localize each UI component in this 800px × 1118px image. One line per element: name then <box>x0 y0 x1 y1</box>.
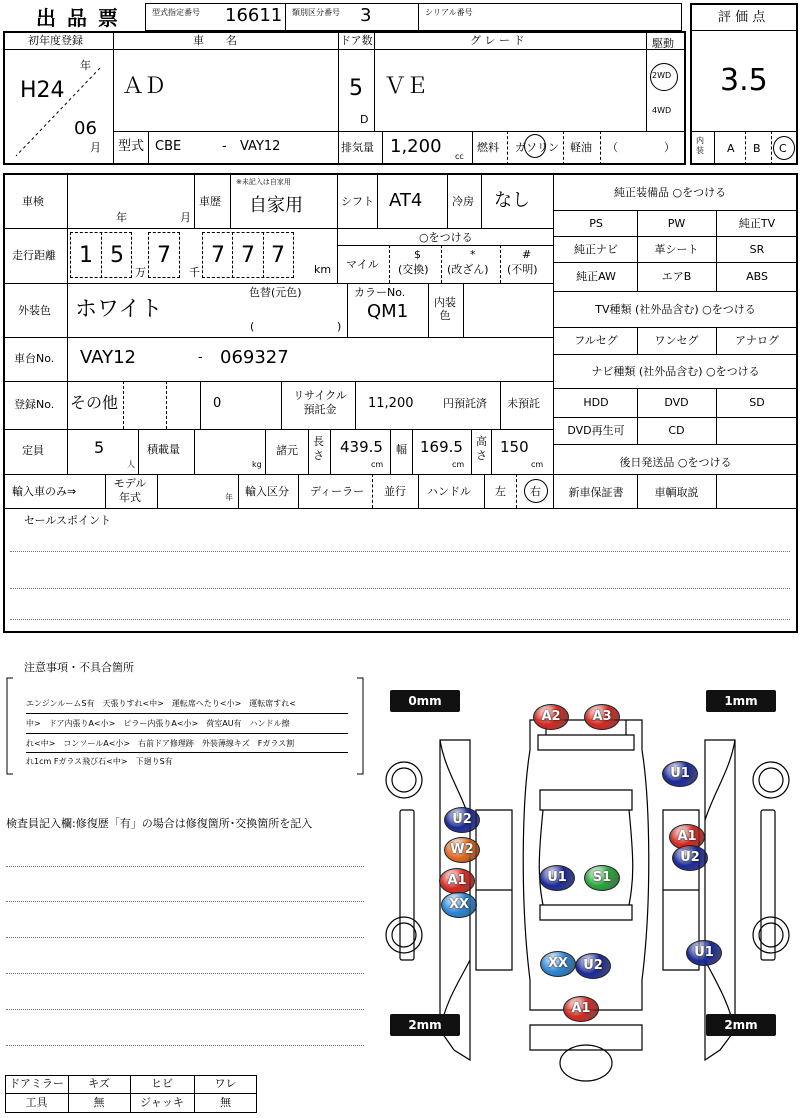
dims-label: 諸元 <box>276 444 298 457</box>
car-name-label: 車 名 <box>193 34 237 47</box>
damage-marker-u1: U1 <box>686 940 722 966</box>
equip-abs: ABS <box>746 270 768 283</box>
damage-marker-a3: A3 <box>584 704 620 730</box>
handle-label: ハンドル <box>427 485 471 498</box>
car-name-value: ＡＤ <box>122 74 167 99</box>
model-year-unit: 年 <box>225 493 233 502</box>
plate-label: 登録No. <box>14 398 55 411</box>
fuel-gasoline: ガソリン <box>515 141 559 154</box>
tools-jack-label: ジャッキ <box>140 1096 184 1109</box>
color-no-value: QM1 <box>367 301 409 322</box>
tools-tool-value: 無 <box>93 1096 105 1109</box>
color-no-label: カラーNo. <box>354 286 406 299</box>
shift-value: AT4 <box>389 190 423 211</box>
diagram-label-front-right: 1mm <box>706 690 776 712</box>
later-warranty: 新車保証書 <box>568 486 624 499</box>
mileage-digit-1: 1 <box>79 243 93 268</box>
navi-title: ナビ種類 (社外品含む) ○をつける <box>591 365 760 378</box>
fuel-selected-circle <box>524 134 546 158</box>
tools-tool-label: 工具 <box>25 1096 48 1109</box>
first-reg-label: 初年度登録 <box>28 34 83 47</box>
plate-value: その他 <box>70 393 119 412</box>
interior-grade-a: A <box>727 142 735 155</box>
import-dealer: ディーラー <box>310 485 365 498</box>
mileage-digit-6: 7 <box>271 243 285 268</box>
page-title: 出 品 票 <box>36 6 120 30</box>
damage-marker-a1: A1 <box>439 868 475 894</box>
drive-label: 駆動 <box>652 37 674 50</box>
tv-analog: アナログ <box>735 334 779 347</box>
model-sep: - <box>222 139 227 154</box>
repaint-close: ) <box>337 320 342 333</box>
fuel-label: 燃料 <box>477 141 499 154</box>
equip-ps: PS <box>589 217 603 230</box>
equipment-title: 純正装備品 ○をつける <box>614 186 727 199</box>
class-no-value: 3 <box>360 5 372 26</box>
notes-line-4: れ1cm Fガラス飛び石<中> 下廻りS有 <box>26 757 173 766</box>
mileage-star: * <box>470 248 476 261</box>
diagram-label-rear-right: 2mm <box>706 1014 776 1036</box>
height-label: 高さ <box>476 435 487 462</box>
mileage-dollar-note: (交換) <box>398 263 429 276</box>
mileage-hash-note: (不明) <box>507 263 538 276</box>
month-unit: 月 <box>90 141 101 154</box>
doors-unit: D <box>360 113 369 126</box>
ac-label: 冷房 <box>452 195 474 208</box>
sales-point-label: セールスポイント <box>24 514 112 527</box>
mileage-dollar: $ <box>414 248 421 261</box>
mileage-digit-3: 7 <box>157 243 171 268</box>
mileage-man-unit: 万 <box>135 266 146 279</box>
mileage-km-unit: km <box>314 263 332 276</box>
fuel-diesel: 軽油 <box>570 141 592 154</box>
mileage-digit-2: 5 <box>110 243 124 268</box>
load-label: 積載量 <box>147 443 180 456</box>
notes-line-1: エンジンルームS有 天張りすれ<中> 運転席へたり<小> 運転席すれ< <box>26 699 296 708</box>
length-value: 439.5 <box>340 438 383 456</box>
damage-marker-xx: XX <box>441 892 477 918</box>
recycle-value: 11,200 <box>368 396 414 411</box>
type-no-label: 型式指定番号 <box>152 8 200 17</box>
capacity-unit: 人 <box>127 460 135 469</box>
inspection-month-unit: 月 <box>180 211 191 224</box>
displacement-value: 1,200 <box>390 136 442 157</box>
navi-sd: SD <box>749 396 765 409</box>
model-value: VAY12 <box>240 139 281 154</box>
doors-value: 5 <box>349 76 363 101</box>
damage-marker-u2: U2 <box>672 845 708 871</box>
date-slash <box>14 66 102 158</box>
chassis-no: 069327 <box>220 347 289 368</box>
tools-header-scratch: キズ <box>88 1077 110 1090</box>
damage-marker-xx: XX <box>540 951 576 977</box>
class-no-label: 類別区分番号 <box>292 8 340 17</box>
interior-grade-b: B <box>753 142 761 155</box>
navi-cd: CD <box>668 424 685 437</box>
damage-marker-u1: U1 <box>539 865 575 891</box>
tools-header-crack: ヒビ <box>151 1077 173 1090</box>
first-reg-month: 06 <box>74 118 97 139</box>
inspector-label: 検査員記入欄:修復歴「有」の場合は修復箇所･交換箇所を記入 <box>6 817 313 830</box>
ac-value: なし <box>494 190 530 211</box>
car-right-side <box>663 740 789 1060</box>
import-label: 輸入車のみ⇒ <box>12 485 77 498</box>
grade-label: グ レ ー ド <box>470 34 525 47</box>
displacement-label: 排気量 <box>341 141 374 154</box>
mileage-star-note: (改ざん) <box>447 263 489 276</box>
equip-pw: PW <box>667 217 686 230</box>
type-no-value: 16611 <box>225 5 283 26</box>
width-unit: cm <box>452 460 465 469</box>
repaint-label: 色替(元色) <box>249 286 302 299</box>
import-parallel: 並行 <box>384 485 406 498</box>
rating-label: 評 価 点 <box>718 10 766 25</box>
height-value: 150 <box>500 438 529 456</box>
serial-label: シリアル番号 <box>425 8 473 17</box>
handle-right: 右 <box>530 485 541 498</box>
mileage-hash: # <box>522 248 532 261</box>
year-unit: 年 <box>80 59 91 72</box>
car-damage-diagram <box>380 680 795 1115</box>
equip-navi: 純正ナビ <box>574 243 618 256</box>
interior-label: 内装 <box>696 136 704 155</box>
width-label: 幅 <box>396 443 407 456</box>
damage-marker-w2: W2 <box>444 837 480 863</box>
fuel-paren-open: （ <box>607 141 618 154</box>
height-unit: cm <box>531 460 544 469</box>
load-unit: kg <box>252 460 262 469</box>
equip-leather: 革シート <box>654 243 699 256</box>
navi-dvd: DVD <box>664 396 689 409</box>
diagram-label-front-left: 0mm <box>390 690 460 712</box>
damage-marker-u1: U1 <box>662 761 698 787</box>
inspection-year-unit: 年 <box>116 211 127 224</box>
interior-grade-c: C <box>779 142 787 155</box>
damage-marker-a1: A1 <box>669 824 705 850</box>
damage-marker-s1: S1 <box>584 865 620 891</box>
color-label: 外装色 <box>18 304 51 317</box>
doors-label: ドア数 <box>340 34 373 47</box>
length-unit: cm <box>371 460 384 469</box>
tools-header-mirror: ドアミラー <box>9 1077 64 1090</box>
model-prefix: CBE <box>155 139 182 154</box>
mileage-digit-5: 7 <box>241 243 255 268</box>
rating-score: 3.5 <box>720 63 768 98</box>
equip-airbag: エアB <box>661 270 692 283</box>
navi-dvd-play: DVD再生可 <box>567 424 625 437</box>
diagram-label-rear-left: 2mm <box>390 1014 460 1036</box>
color-value: ホワイト <box>75 297 163 322</box>
capacity-label: 定員 <box>22 444 44 457</box>
chassis-sep: - <box>198 350 203 365</box>
navi-hdd: HDD <box>583 396 609 409</box>
equip-sr: SR <box>749 243 765 256</box>
tools-jack-value: 無 <box>220 1096 231 1109</box>
handle-left: 左 <box>495 485 506 498</box>
chassis-model: VAY12 <box>80 347 136 368</box>
model-year-label: モデル年式 <box>113 477 147 504</box>
later-title: 後日発送品 ○をつける <box>619 456 732 469</box>
car-top-view <box>523 720 649 1081</box>
recycle-not: 未預託 <box>507 397 540 410</box>
interior-color-label: 内装色 <box>434 296 456 323</box>
equip-aw: 純正AW <box>576 270 616 283</box>
tv-oneseg: ワンセグ <box>654 334 699 347</box>
history-value: 自家用 <box>249 195 303 216</box>
inspection-label: 車検 <box>22 195 44 208</box>
recycle-label: リサイクル預託金 <box>293 389 347 417</box>
mileage-label: 走行距離 <box>12 249 56 262</box>
import-class-label: 輸入区分 <box>245 485 289 498</box>
plate-number: 0 <box>213 396 222 411</box>
drive-4wd: 4WD <box>652 106 672 115</box>
tv-title: TV種類 (社外品含む) ○をつける <box>595 303 756 316</box>
mileage-sen-unit: 千 <box>189 266 200 279</box>
fuel-paren-close: ） <box>664 141 675 154</box>
equip-tv: 純正TV <box>738 217 776 230</box>
mileage-mile: マイル <box>346 258 379 271</box>
tv-fullseg: フルセグ <box>574 334 618 347</box>
history-note: ※未記入は自家用 <box>236 178 291 186</box>
chassis-label: 車台No. <box>14 352 55 365</box>
recycle-unit: 円預託済 <box>443 397 487 410</box>
first-reg-era: H24 <box>20 78 65 103</box>
damage-marker-a2: A2 <box>533 704 569 730</box>
history-label: 車歴 <box>199 195 221 208</box>
damage-marker-u2: U2 <box>444 807 480 833</box>
length-label: 長さ <box>313 435 324 462</box>
damage-marker-a1: A1 <box>563 996 599 1022</box>
width-value: 169.5 <box>420 438 463 456</box>
grade-value: ＶＥ <box>384 74 429 99</box>
tools-header-break: ワレ <box>214 1077 237 1090</box>
shift-label: シフト <box>341 195 374 208</box>
notes-line-3: れ<中> コンソールA<小> 右前ドア修理跡 外装薄線キズ Fガラス割 <box>26 739 295 748</box>
notes-title: 注意事項・不具合箇所 <box>24 661 134 674</box>
displacement-unit: cc <box>455 152 464 161</box>
mileage-mark-note: ○をつける <box>419 231 473 244</box>
later-manual: 車輌取説 <box>654 486 699 499</box>
repaint-open: ( <box>250 320 255 333</box>
model-label: 型式 <box>118 139 145 154</box>
drive-2wd: 2WD <box>652 71 672 80</box>
damage-marker-u2: U2 <box>575 953 611 979</box>
capacity-value: 5 <box>94 438 105 457</box>
notes-line-2: 中> ドア内張りA<小> ピラー内張りA<小> 荷室AU有 ハンドル擦 <box>26 719 290 728</box>
mileage-digit-4: 7 <box>211 243 225 268</box>
